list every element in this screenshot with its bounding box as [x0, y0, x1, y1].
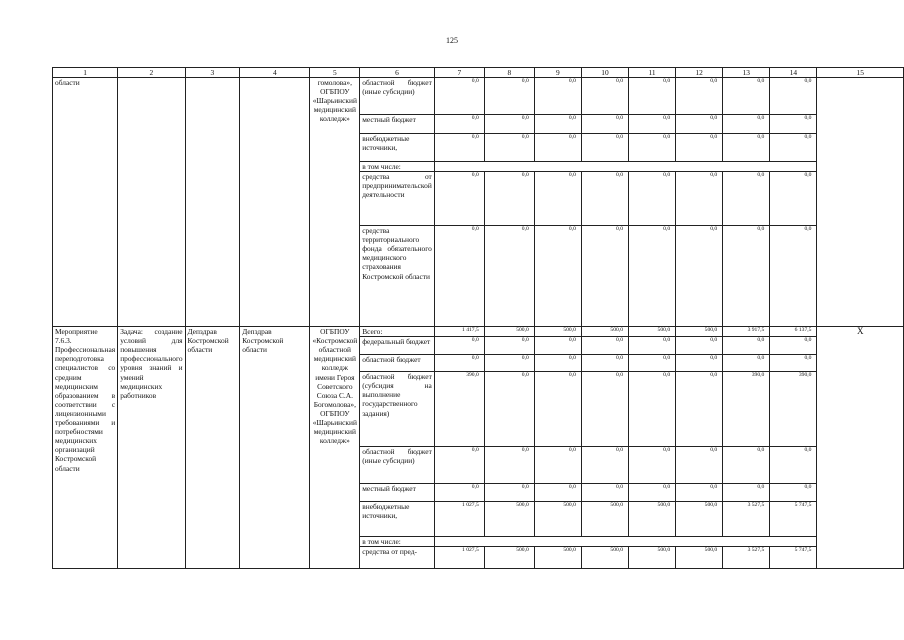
source-label: областной бюджет (субсидия на выполнение государственного задания) — [360, 372, 435, 447]
col-header-12: 12 — [676, 68, 723, 78]
responsible-cell — [240, 78, 310, 327]
value-cell: 0,0 — [581, 355, 628, 372]
value-cell: 0,0 — [629, 226, 676, 327]
value-cell: 0,0 — [484, 337, 534, 355]
col-header-7: 7 — [434, 68, 484, 78]
value-cell: 500,0 — [534, 327, 581, 337]
value-cell: 0,0 — [434, 172, 484, 226]
value-cell: 0,0 — [723, 78, 770, 115]
col-header-3: 3 — [185, 68, 240, 78]
col-header-14: 14 — [770, 68, 817, 78]
value-cell: 0,0 — [770, 447, 817, 484]
source-label: в том числе: — [360, 537, 435, 547]
value-cell: 3 917,5 — [723, 327, 770, 337]
empty-values — [434, 537, 817, 547]
value-cell: 1 417,5 — [434, 327, 484, 337]
value-cell: 500,0 — [484, 547, 534, 569]
value-cell: 500,0 — [484, 502, 534, 537]
value-cell: 0,0 — [629, 172, 676, 226]
value-cell: 0,0 — [676, 337, 723, 355]
value-cell: 0,0 — [770, 115, 817, 134]
value-cell: 0,0 — [629, 372, 676, 447]
value-cell: 0,0 — [581, 172, 628, 226]
value-cell: 0,0 — [770, 172, 817, 226]
source-label: Всего: — [360, 327, 435, 337]
value-cell: 500,0 — [484, 327, 534, 337]
value-cell: 0,0 — [434, 115, 484, 134]
value-cell: 0,0 — [484, 115, 534, 134]
value-cell: 0,0 — [629, 134, 676, 162]
measure-name: Мероприятие 7.6.3. Профессиональная переподготовка специалистов со средним медицинским образованием в соответствии с лицензионными требованиями и потребностями медицинских организаций Костромской области — [53, 327, 118, 569]
value-cell: 500,0 — [629, 327, 676, 337]
value-cell: 0,0 — [629, 78, 676, 115]
value-cell: 0,0 — [581, 337, 628, 355]
col-header-8: 8 — [484, 68, 534, 78]
col-header-9: 9 — [534, 68, 581, 78]
value-cell: 500,0 — [676, 502, 723, 537]
source-label: внебюджетные источники, — [360, 134, 435, 162]
customer-cell — [185, 78, 240, 327]
value-cell: 500,0 — [581, 502, 628, 537]
value-cell: 0,0 — [723, 172, 770, 226]
value-cell: 0,0 — [534, 172, 581, 226]
value-cell: 0,0 — [629, 355, 676, 372]
value-cell: 0,0 — [723, 447, 770, 484]
measure-name: области — [53, 78, 118, 327]
value-cell: 0,0 — [581, 115, 628, 134]
value-cell: 0,0 — [581, 226, 628, 327]
result-cell — [817, 78, 904, 327]
value-cell: 0,0 — [629, 484, 676, 502]
value-cell: 500,0 — [534, 547, 581, 569]
value-cell: 1 027,5 — [434, 502, 484, 537]
value-cell: 500,0 — [629, 502, 676, 537]
value-cell: 3 527,5 — [723, 502, 770, 537]
value-cell: 5 747,5 — [770, 502, 817, 537]
value-cell: 500,0 — [676, 547, 723, 569]
value-cell: 0,0 — [676, 355, 723, 372]
value-cell: 0,0 — [676, 78, 723, 115]
source-label: областной бюджет (иные субсидии) — [360, 78, 435, 115]
value-cell: 0,0 — [629, 115, 676, 134]
value-cell: 0,0 — [484, 172, 534, 226]
value-cell: 0,0 — [723, 355, 770, 372]
value-cell: 0,0 — [770, 355, 817, 372]
value-cell: 390,0 — [770, 372, 817, 447]
value-cell: 390,0 — [434, 372, 484, 447]
column-number-row — [53, 68, 904, 78]
value-cell: 0,0 — [676, 134, 723, 162]
value-cell: 0,0 — [723, 226, 770, 327]
source-label: местный бюджет — [360, 115, 435, 134]
financing-table — [52, 67, 904, 569]
value-cell: 0,0 — [534, 134, 581, 162]
value-cell: 0,0 — [534, 484, 581, 502]
value-cell: 500,0 — [629, 547, 676, 569]
col-header-11: 11 — [629, 68, 676, 78]
source-label: средства от предпринимательской деятельности — [360, 172, 435, 226]
value-cell: 0,0 — [629, 447, 676, 484]
source-label: местный бюджет — [360, 484, 435, 502]
value-cell: 0,0 — [484, 355, 534, 372]
value-cell: 0,0 — [770, 337, 817, 355]
value-cell: 0,0 — [770, 78, 817, 115]
value-cell: 3 527,5 — [723, 547, 770, 569]
col-header-6: 6 — [360, 68, 435, 78]
value-cell: 0,0 — [676, 447, 723, 484]
value-cell: 0,0 — [534, 337, 581, 355]
value-cell: 0,0 — [581, 372, 628, 447]
value-cell: 0,0 — [484, 78, 534, 115]
value-cell: 0,0 — [434, 337, 484, 355]
value-cell: 0,0 — [434, 226, 484, 327]
value-cell: 0,0 — [434, 134, 484, 162]
value-cell: 500,0 — [581, 327, 628, 337]
value-cell: 0,0 — [676, 172, 723, 226]
value-cell: 0,0 — [534, 447, 581, 484]
source-label: средства от пред- — [360, 547, 435, 569]
value-cell: 0,0 — [723, 134, 770, 162]
empty-values — [434, 162, 817, 172]
value-cell: 0,0 — [723, 484, 770, 502]
value-cell: 0,0 — [676, 484, 723, 502]
col-header-2: 2 — [118, 68, 185, 78]
value-cell: 0,0 — [581, 134, 628, 162]
value-cell: 0,0 — [434, 355, 484, 372]
col-header-13: 13 — [723, 68, 770, 78]
value-cell: 0,0 — [723, 337, 770, 355]
value-cell: 0,0 — [581, 447, 628, 484]
col-header-5: 5 — [310, 68, 360, 78]
source-label: федеральный бюджет — [360, 337, 435, 355]
table-row — [53, 327, 904, 337]
value-cell: 0,0 — [484, 447, 534, 484]
col-header-10: 10 — [581, 68, 628, 78]
value-cell: 0,0 — [434, 447, 484, 484]
value-cell: 0,0 — [770, 226, 817, 327]
value-cell: 0,0 — [581, 78, 628, 115]
value-cell: 0,0 — [534, 226, 581, 327]
value-cell: 0,0 — [534, 115, 581, 134]
value-cell: 0,0 — [676, 115, 723, 134]
value-cell: 6 137,5 — [770, 327, 817, 337]
value-cell: 500,0 — [581, 547, 628, 569]
table-row — [53, 78, 904, 115]
value-cell: 0,0 — [770, 484, 817, 502]
value-cell: 0,0 — [484, 134, 534, 162]
col-header-4: 4 — [240, 68, 310, 78]
value-cell: 0,0 — [534, 372, 581, 447]
source-label: в том числе: — [360, 162, 435, 172]
value-cell: 0,0 — [676, 226, 723, 327]
source-label: областной бюджет (иные субсидии) — [360, 447, 435, 484]
source-label: средства территориального фонда обязательного медицинского страхования Костромской области — [360, 226, 435, 327]
col-header-15: 15 — [817, 68, 904, 78]
value-cell: 0,0 — [770, 134, 817, 162]
executor-cell: ОГБПОУ «Костромской областной медицинский колледж имени Героя Советского Союза С.А. Богомолова», ОГБПОУ «Шарьинский медицинский колледж» — [310, 327, 360, 569]
value-cell: 0,0 — [534, 355, 581, 372]
value-cell: 0,0 — [534, 78, 581, 115]
col-header-1: 1 — [53, 68, 118, 78]
executor-cell: гомолова», ОГБПОУ «Шарьинский медицинский колледж» — [310, 78, 360, 327]
value-cell: 5 747,5 — [770, 547, 817, 569]
source-label: внебюджетные источники, — [360, 502, 435, 537]
value-cell: 0,0 — [484, 226, 534, 327]
value-cell: 1 027,5 — [434, 547, 484, 569]
customer-cell: Депздрав Костромской области — [185, 327, 240, 569]
value-cell: 0,0 — [434, 78, 484, 115]
result-cell: X — [817, 327, 904, 569]
value-cell: 0,0 — [629, 337, 676, 355]
value-cell: 0,0 — [484, 372, 534, 447]
task-cell: Задача: создание условий для повышения профессионального уровня знаний и умений медицинских работников — [118, 327, 185, 569]
value-cell: 500,0 — [534, 502, 581, 537]
value-cell: 500,0 — [676, 327, 723, 337]
value-cell: 390,0 — [723, 372, 770, 447]
source-label: областной бюджет — [360, 355, 435, 372]
value-cell: 0,0 — [676, 372, 723, 447]
task-cell — [118, 78, 185, 327]
value-cell: 0,0 — [434, 484, 484, 502]
value-cell: 0,0 — [723, 115, 770, 134]
value-cell: 0,0 — [581, 484, 628, 502]
value-cell: 0,0 — [484, 484, 534, 502]
responsible-cell: Депздрав Костромской области — [240, 327, 310, 569]
page-number: 125 — [446, 36, 458, 45]
